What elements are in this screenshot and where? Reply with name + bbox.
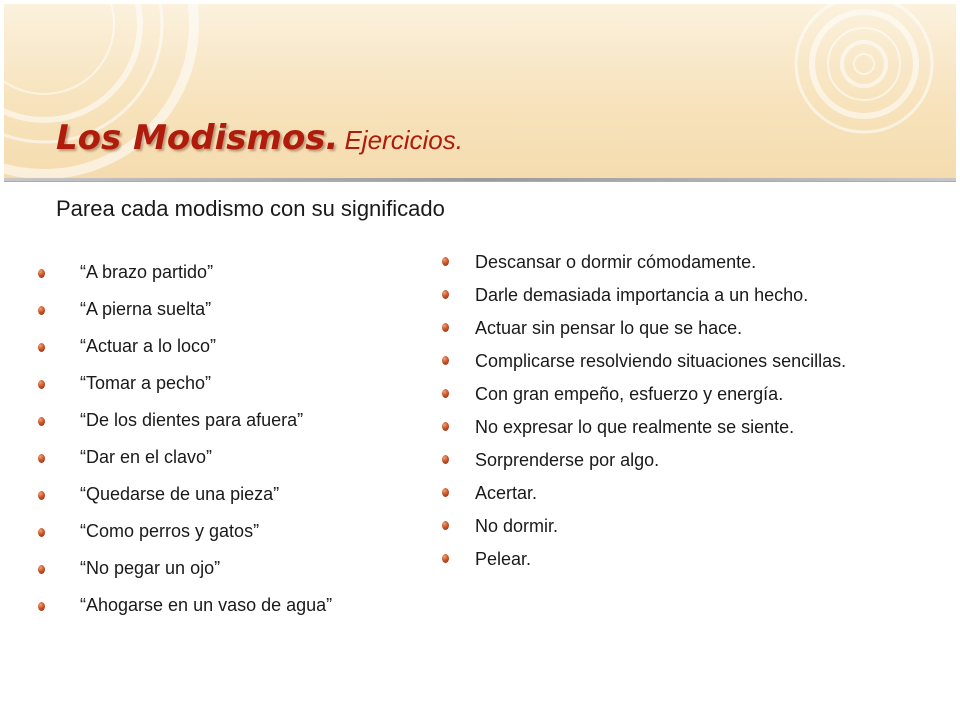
round-bullet-icon [38, 269, 45, 278]
idiom-item [38, 365, 332, 402]
round-bullet-icon [38, 491, 45, 500]
round-bullet-icon [442, 554, 449, 563]
round-bullet-icon [38, 380, 45, 389]
title-main: Los Modismos. [56, 118, 339, 158]
idiom-text: “Dar en el clavo” [80, 447, 213, 467]
idiom-text: “Tomar a pecho” [80, 373, 212, 393]
meaning-text: Con gran empeño, esfuerzo y energía. [475, 384, 784, 404]
meaning-text: Complicarse resolviendo situaciones sencillas. [475, 351, 847, 371]
meaning-item [442, 513, 922, 539]
idiom-text: “Actuar a lo loco” [80, 336, 217, 356]
idiom-item [38, 402, 332, 439]
meaning-text: Pelear. [475, 549, 532, 569]
round-bullet-icon [442, 257, 449, 266]
meaning-item [442, 315, 922, 341]
round-bullet-icon [38, 417, 45, 426]
round-bullet-icon [442, 290, 449, 299]
meaning-item [442, 348, 922, 374]
round-bullet-icon [38, 454, 45, 463]
round-bullet-icon [38, 602, 45, 611]
round-bullet-icon [442, 455, 449, 464]
round-bullet-icon [442, 488, 449, 497]
title-sub: Ejercicios. [344, 125, 463, 155]
idiom-text: “Quedarse de una pieza” [80, 484, 280, 504]
idiom-item [38, 439, 332, 476]
idiom-item [38, 476, 332, 513]
meaning-item [442, 480, 922, 506]
idiom-item [38, 550, 332, 587]
meaning-text: No dormir. [475, 516, 559, 536]
meaning-item [442, 282, 922, 308]
round-bullet-icon [442, 521, 449, 530]
instruction-text: Parea cada modismo con su significado [56, 196, 445, 221]
idiom-item [38, 328, 332, 365]
idiom-item [38, 587, 332, 624]
round-bullet-icon [442, 389, 449, 398]
meaning-text: Darle demasiada importancia a un hecho. [475, 285, 809, 305]
idiom-text: “A pierna suelta” [80, 299, 212, 319]
round-bullet-icon [442, 323, 449, 332]
meaning-item [442, 447, 922, 473]
header-divider-accent [4, 181, 956, 182]
idiom-item [38, 513, 332, 550]
round-bullet-icon [38, 343, 45, 352]
meaning-list [442, 249, 922, 579]
meaning-text: Acertar. [475, 483, 538, 503]
idiom-item [38, 291, 332, 328]
meaning-text: Sorprenderse por algo. [475, 450, 660, 470]
meaning-item [442, 414, 922, 440]
idiom-text: “Como perros y gatos” [80, 521, 260, 541]
meaning-text: Actuar sin pensar lo que se hace. [475, 318, 743, 338]
meaning-item [442, 249, 922, 275]
round-bullet-icon [442, 422, 449, 431]
round-bullet-icon [38, 306, 45, 315]
idiom-text: “Ahogarse en un vaso de agua” [80, 595, 333, 615]
round-bullet-icon [442, 356, 449, 365]
idiom-text: “No pegar un ojo” [80, 558, 221, 578]
meaning-text: No expresar lo que realmente se siente. [475, 417, 795, 437]
round-bullet-icon [38, 565, 45, 574]
idiom-text: “A brazo partido” [80, 262, 214, 282]
idiom-list [38, 254, 332, 624]
round-bullet-icon [38, 528, 45, 537]
meaning-item [442, 381, 922, 407]
meaning-text: Descansar o dormir cómodamente. [475, 252, 757, 272]
idiom-item [38, 254, 332, 291]
idiom-text: “De los dientes para afuera” [80, 410, 304, 430]
page-title [56, 118, 463, 158]
meaning-item [442, 546, 922, 572]
